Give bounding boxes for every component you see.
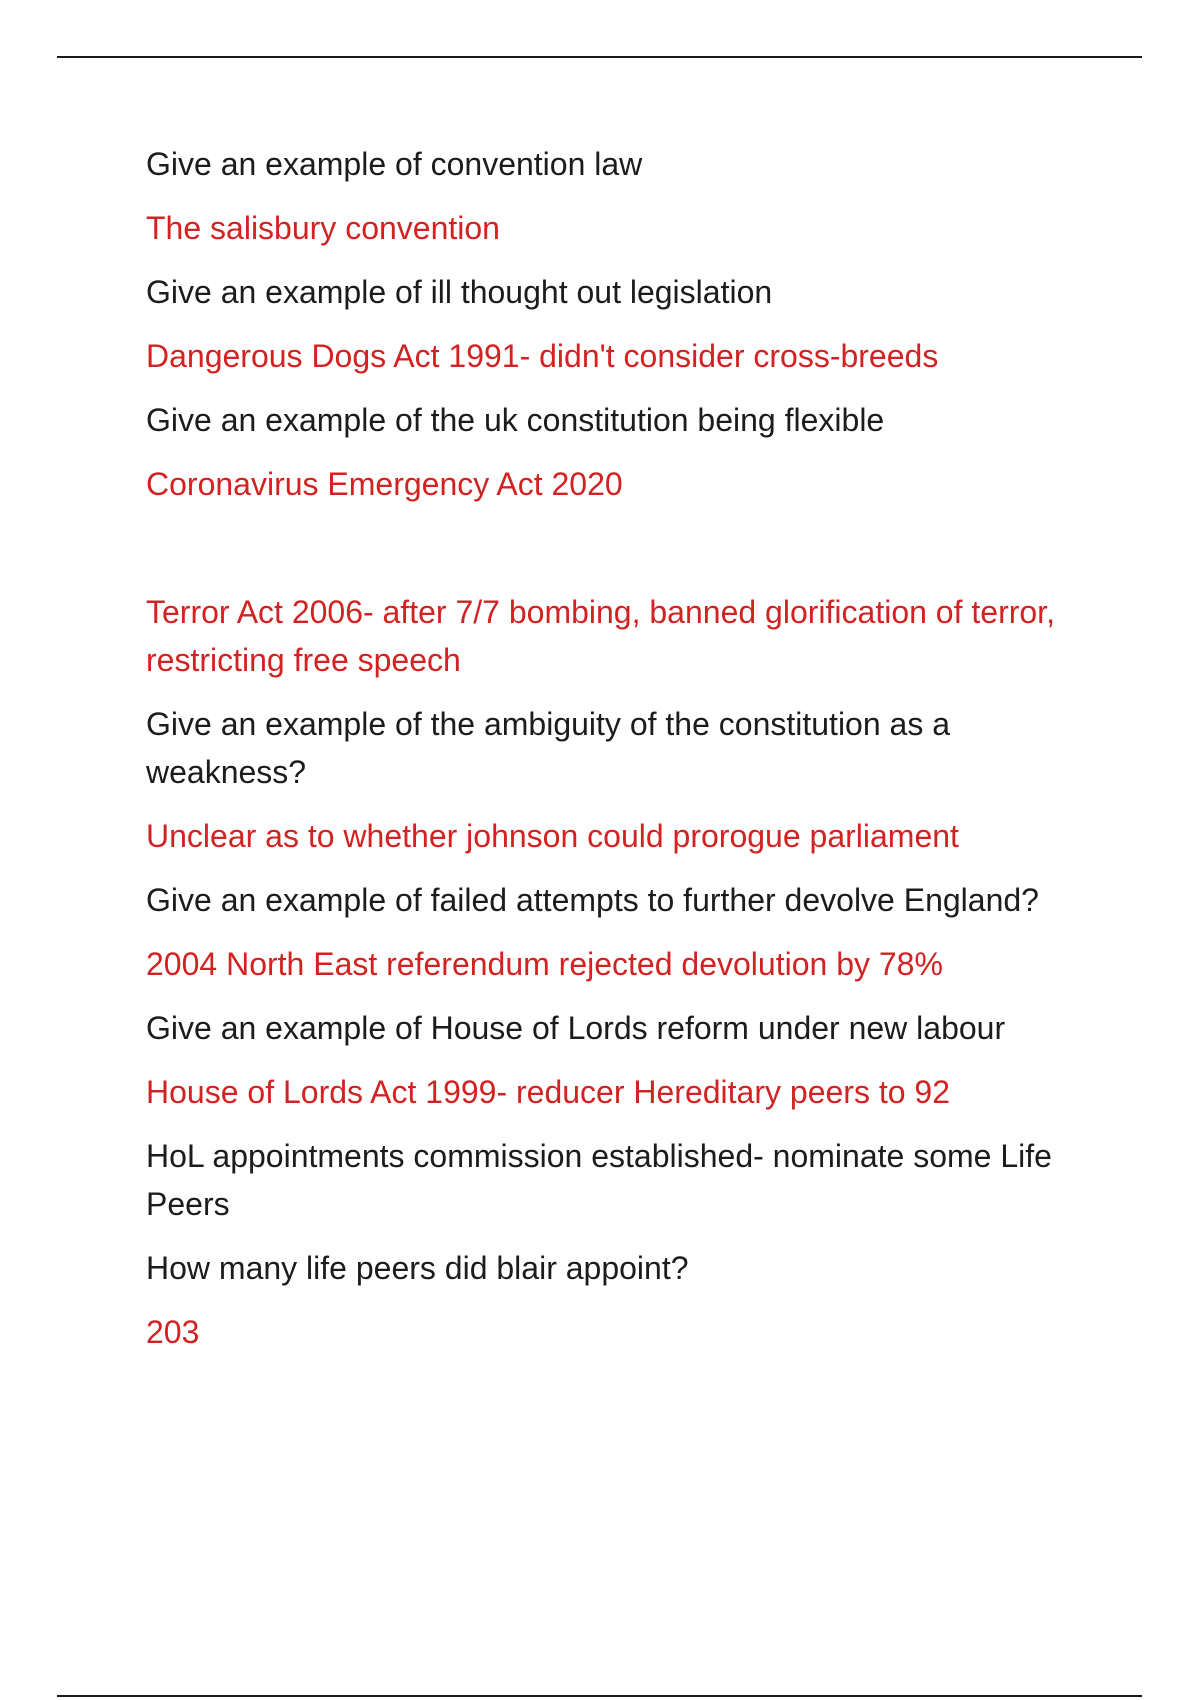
flashcard-list	[146, 140, 1086, 1372]
answer-line: Unclear as to whether johnson could prorogue parliament	[146, 818, 959, 854]
answer-line: Terror Act 2006- after 7/7 bombing, banned glorification of terror, restricting free speech	[146, 594, 1055, 678]
blank-gap	[146, 524, 1086, 588]
question-line: Give an example of House of Lords reform under new labour	[146, 1010, 1006, 1046]
answer-line: Coronavirus Emergency Act 2020	[146, 466, 623, 502]
question-line: Give an example of convention law	[146, 146, 643, 182]
answer-line: Dangerous Dogs Act 1991- didn't consider cross-breeds	[146, 338, 939, 374]
question-line: HoL appointments commission established- nominate some Life Peers	[146, 1138, 1052, 1222]
answer-line: House of Lords Act 1999- reducer Hereditary peers to 92	[146, 1074, 950, 1110]
question-line: Give an example of the uk constitution being flexible	[146, 402, 885, 438]
answer-line: 2004 North East referendum rejected devolution by 78%	[146, 946, 943, 982]
question-line: How many life peers did blair appoint?	[146, 1250, 689, 1286]
question-line: Give an example of the ambiguity of the constitution as a weakness?	[146, 706, 951, 790]
question-line: Give an example of failed attempts to further devolve England?	[146, 882, 1039, 918]
answer-line: The salisbury convention	[146, 210, 500, 246]
bottom-rule	[57, 1695, 1142, 1697]
question-line: Give an example of ill thought out legislation	[146, 274, 773, 310]
top-rule	[57, 56, 1142, 58]
answer-line: 203	[146, 1314, 200, 1350]
